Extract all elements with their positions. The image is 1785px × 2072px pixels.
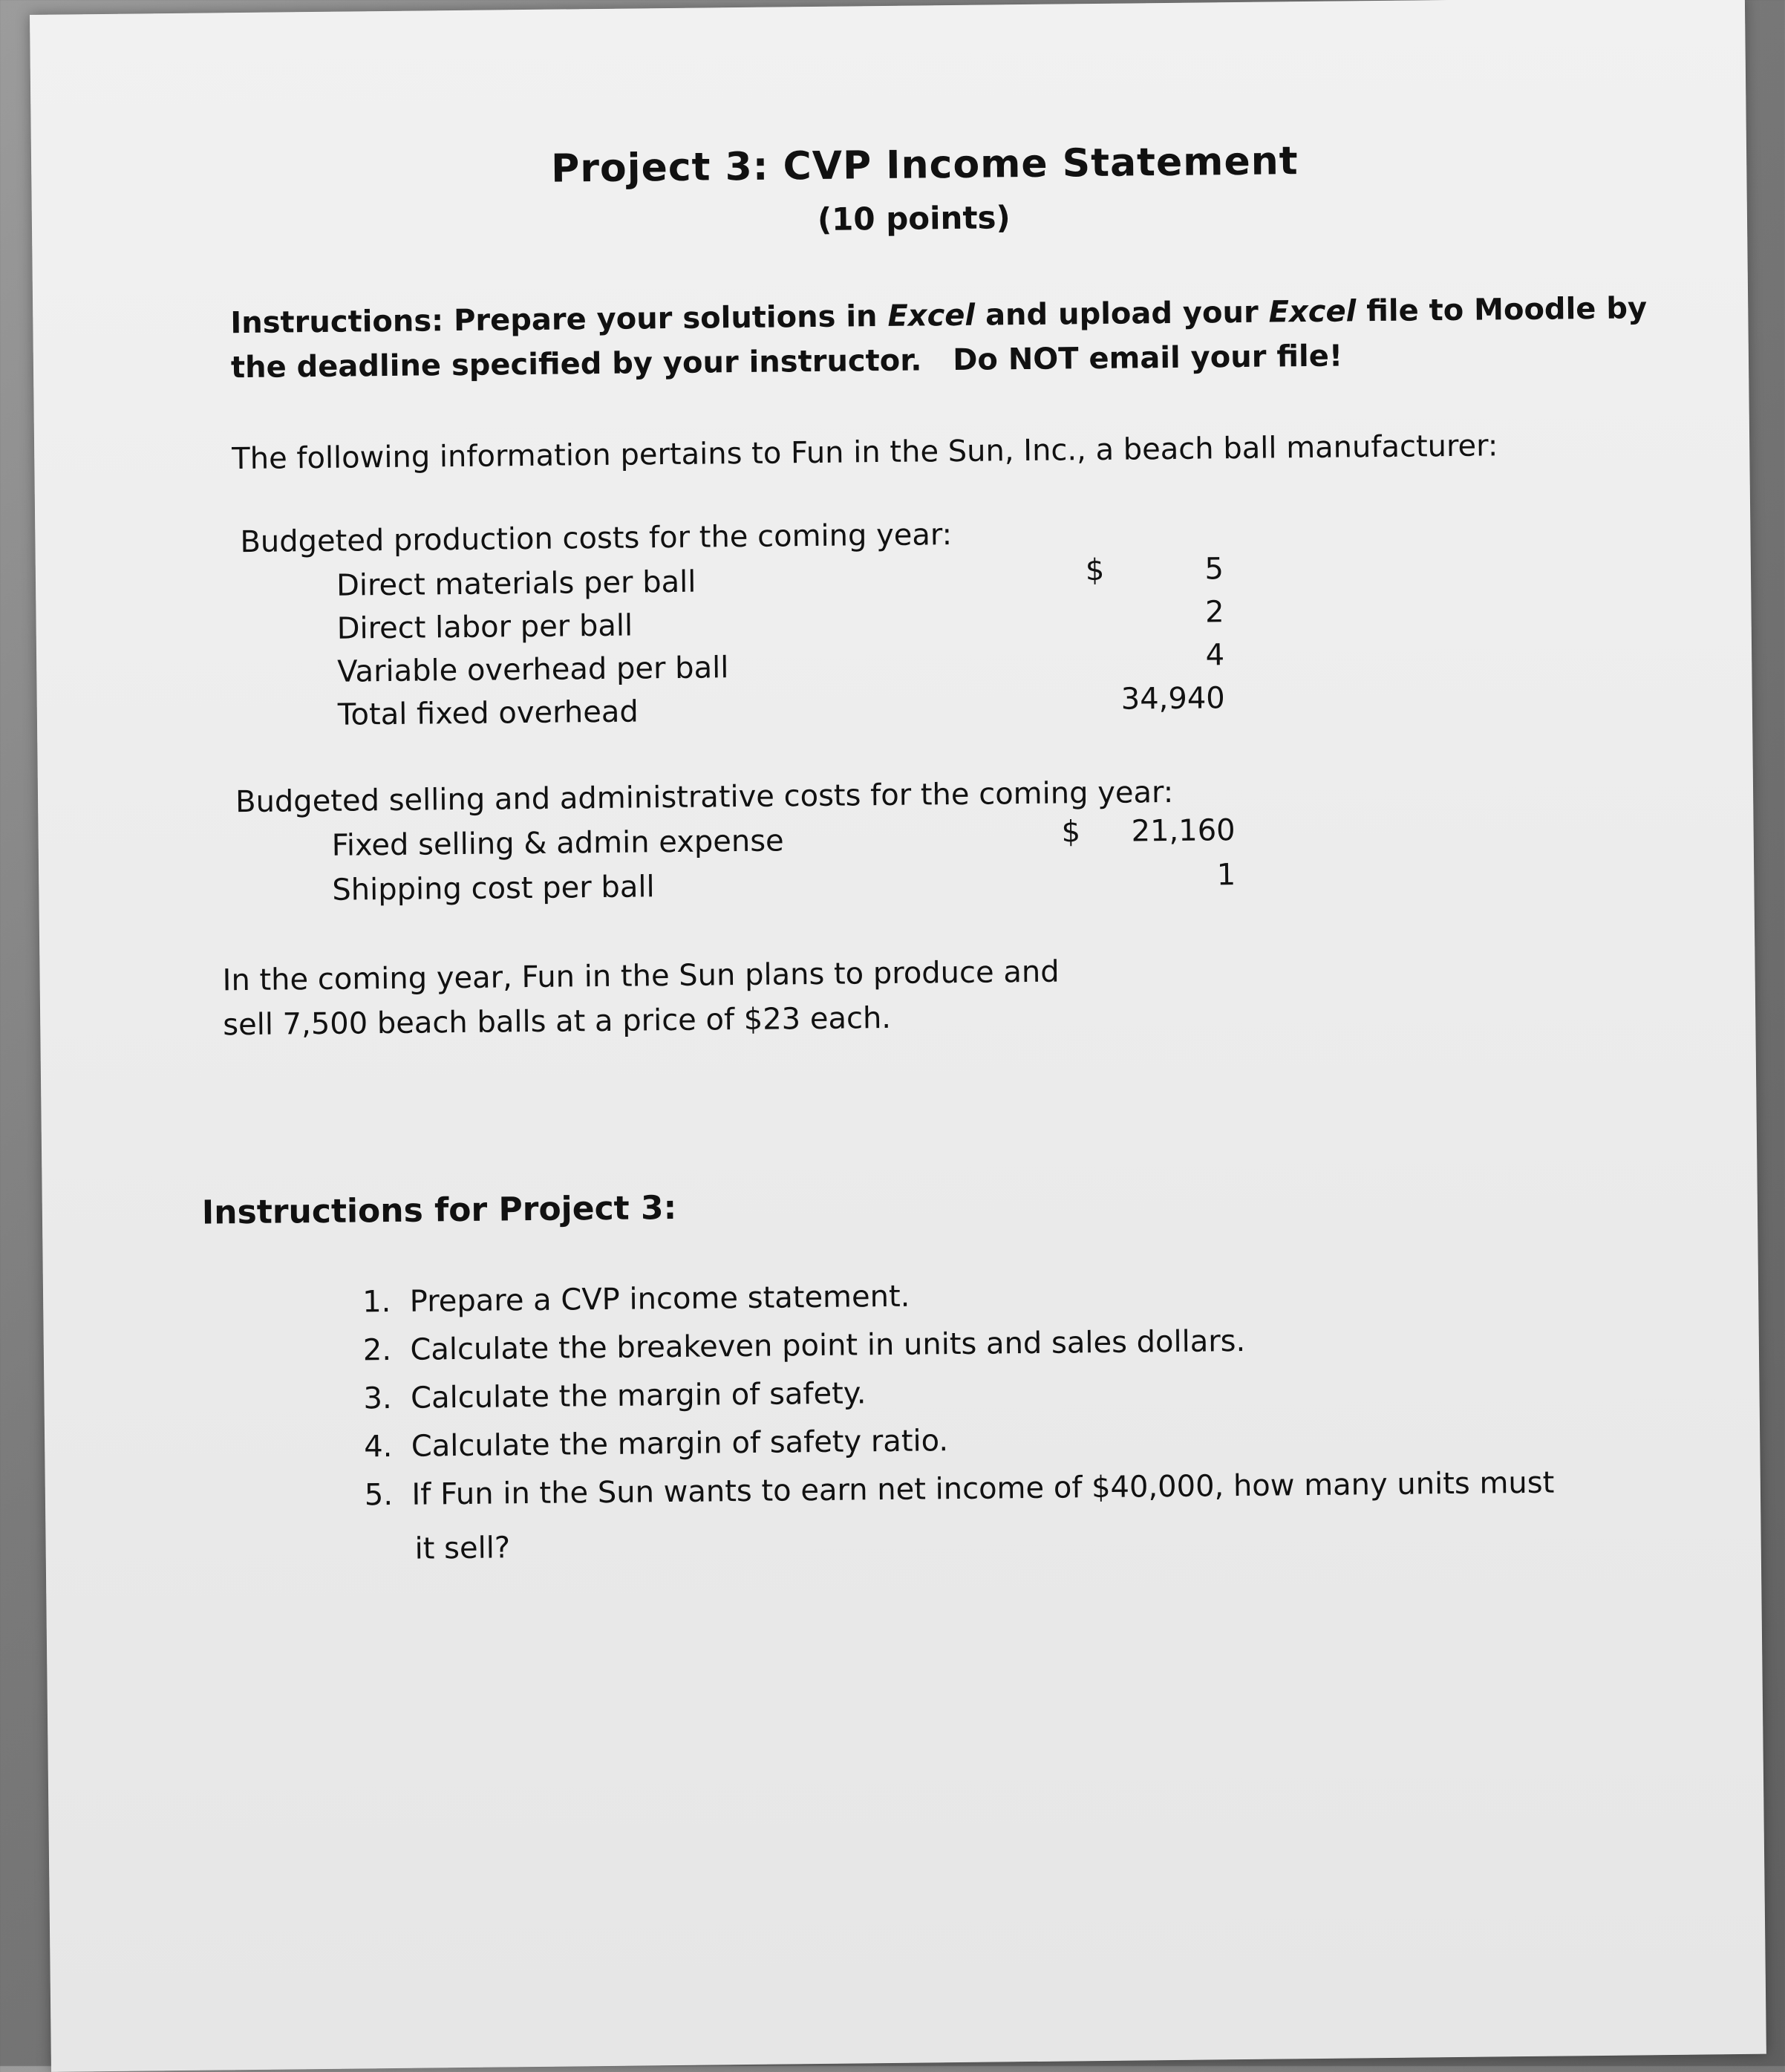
instructions-label: Instructions: bbox=[230, 304, 444, 341]
intro-text: The following information pertains to Fun in the Sun, Inc., a beach ball manufacturer: bbox=[232, 429, 1498, 477]
selling-row-value: 21,160 bbox=[1131, 813, 1236, 849]
points-subtitle: (10 points) bbox=[817, 199, 1011, 238]
list-text: Prepare a CVP income statement. bbox=[409, 1279, 910, 1319]
production-row-value: 34,940 bbox=[1120, 681, 1225, 717]
production-row-label: Variable overhead per ball bbox=[337, 651, 729, 689]
selling-heading: Budgeted selling and administrative costs for the coming year: bbox=[235, 775, 1174, 820]
instructions-line-1: Instructions: Prepare your solutions in Excel and upload your Excel file to Moodle by bbox=[230, 291, 1648, 341]
list-item bbox=[362, 1280, 910, 1320]
list-text: Calculate the margin of safety ratio. bbox=[411, 1424, 949, 1464]
list-text: Calculate the margin of safety. bbox=[410, 1376, 867, 1415]
document-page bbox=[30, 0, 1766, 2072]
production-heading: Budgeted production costs for the coming year: bbox=[240, 518, 953, 560]
page-title: Project 3: CVP Income Statement bbox=[550, 139, 1299, 192]
production-row-label: Direct labor per ball bbox=[336, 608, 633, 646]
production-row-value: 2 bbox=[1204, 595, 1224, 630]
instructions-line-2: the deadline specified by your instructor. Do NOT email your file! bbox=[230, 339, 1343, 385]
project-instructions-heading: Instructions for Project 3: bbox=[201, 1188, 677, 1232]
production-row-label: Total fixed overhead bbox=[337, 694, 639, 732]
production-row-label: Direct materials per ball bbox=[336, 564, 696, 603]
list-item bbox=[363, 1324, 1246, 1367]
production-currency: $ bbox=[1085, 553, 1105, 588]
list-item bbox=[363, 1376, 866, 1415]
selling-row-value: 1 bbox=[1216, 858, 1236, 893]
list-item bbox=[364, 1424, 948, 1464]
selling-currency: $ bbox=[1061, 815, 1081, 850]
production-row-value: 5 bbox=[1204, 552, 1224, 587]
plan-line-1: In the coming year, Fun in the Sun plans to produce and bbox=[222, 954, 1060, 998]
production-row-value: 4 bbox=[1205, 638, 1225, 673]
selling-row-label: Fixed selling & admin expense bbox=[331, 824, 784, 863]
list-text-continuation: it sell? bbox=[414, 1531, 511, 1566]
list-number: 2. bbox=[362, 1332, 392, 1368]
list-text: Calculate the breakeven point in units and sales dollars. bbox=[410, 1323, 1246, 1367]
plan-line-2: sell 7,500 beach balls at a price of $23 each. bbox=[223, 1000, 892, 1043]
list-text: If Fun in the Sun wants to earn net income of $40,000, how many units must bbox=[411, 1465, 1555, 1512]
list-item bbox=[365, 1466, 1555, 1513]
list-number: 4. bbox=[363, 1429, 393, 1465]
selling-row-label: Shipping cost per ball bbox=[332, 870, 655, 908]
list-number: 1. bbox=[362, 1285, 391, 1320]
list-number: 3. bbox=[363, 1381, 392, 1416]
list-number: 5. bbox=[364, 1477, 394, 1513]
